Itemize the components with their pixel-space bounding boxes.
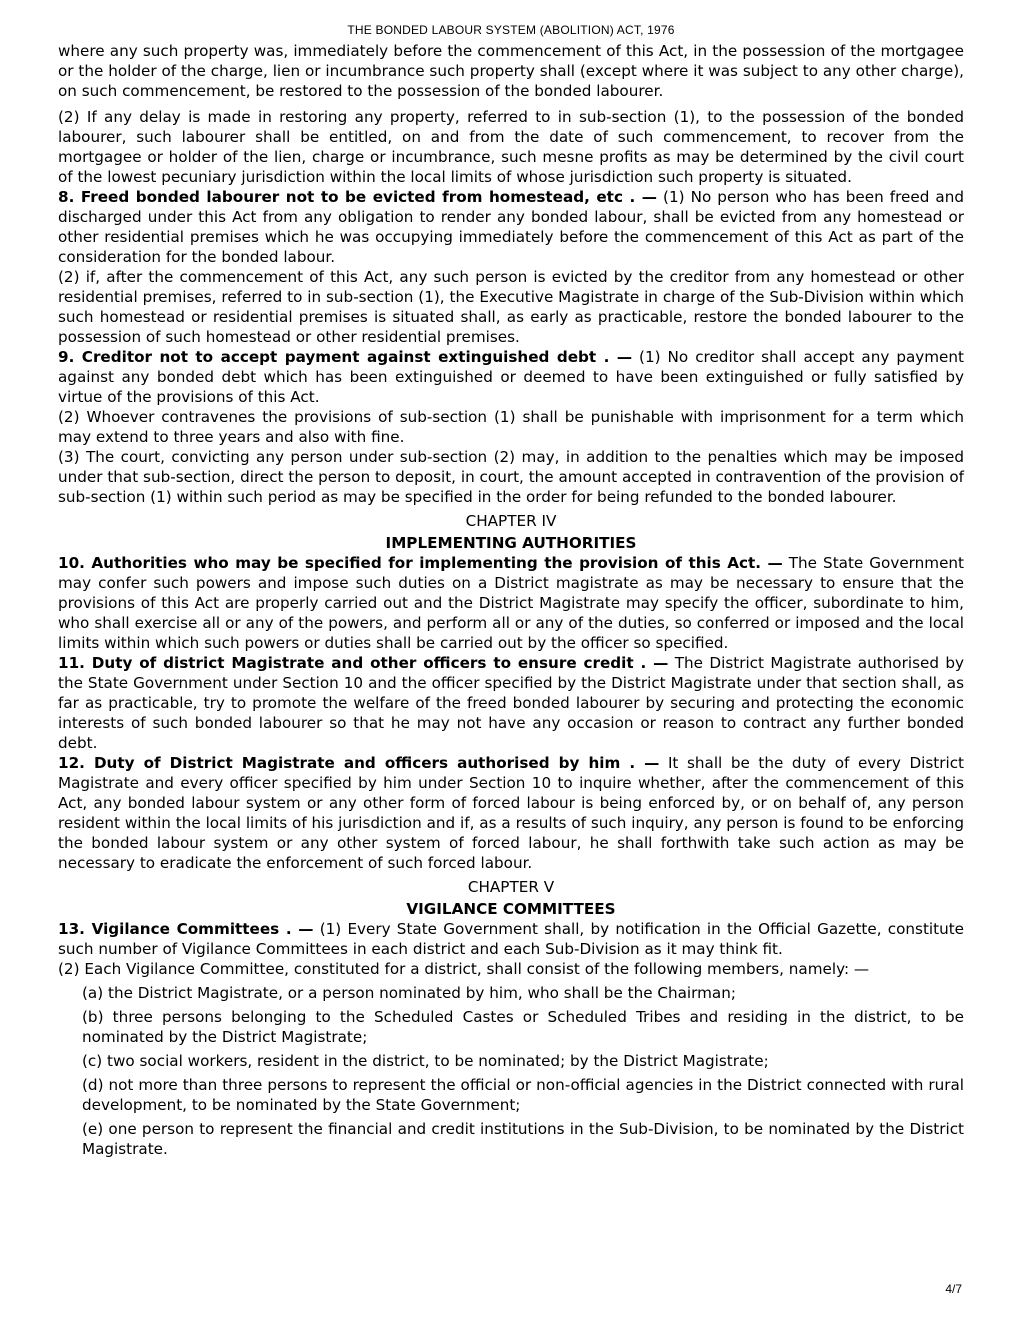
list-item-b: (b) three persons belonging to the Scheduled Castes or Scheduled Tribes and residing in the district, to be nominated by the District Magistrate; (82, 1008, 964, 1046)
page-number: 4/7 (945, 1282, 962, 1296)
list-item-a: (a) the District Magistrate, or a person nominated by him, who shall be the Chairman; (82, 984, 736, 1002)
section-13-subsection-2: (2) Each Vigilance Committee, constituted for a district, shall consist of the following members, namely: — (58, 960, 870, 978)
list-item-c: (c) two social workers, resident in the district, to be nominated; by the District Magistrate; (82, 1052, 769, 1070)
list-item-e: (e) one person to represent the financial and credit institutions in the Sub-Division, to be nominated by the District Magistrate. (82, 1120, 964, 1158)
section-13 (58, 919, 964, 959)
section-8-text: (1) No person who has been freed and discharged under this Act from any obligation to render any bonded labour, shall be evicted from any homestead or other residential premises which he was occupying immediately before the commencement of this Act as part of the consideration for the bonded labour. (58, 188, 964, 266)
chapter-5-label: CHAPTER V (467, 878, 555, 896)
section-12-text: It shall be the duty of every District Magistrate and every officer specified by him under Section 10 to inquire whether, after the commencement of this Act, any bonded labour system or any other form of forced labour is being enforced by, or on behalf of, any person resident within the local limits of his jurisdiction and if, as a results of such inquiry, any person is found to be enforcing the bonded labour system or any other system of forced labour, he shall forthwith take such action as may be necessary to eradicate the enforcement of such forced labour. (58, 754, 964, 872)
chapter-5-title: VIGILANCE COMMITTEES (406, 900, 616, 918)
section-7-subsection-2: (2) If any delay is made in restoring any property, referred to in sub-section (1), to the possession of the bonded labourer, such labourer shall be entitled, on and from the date of such commencement, to recover from the mortgagee or holder of the lien, charge or incumbrance, such mesne profits as may be determined by the civil court of the lowest pecuniary jurisdiction within the local limits of whose jurisdiction such property is situated. (58, 108, 964, 186)
section-9-text: (1) No creditor shall accept any payment against any bonded debt which has been extinguished or deemed to have been extinguished or fully satisfied by virtue of the provisions of this Act. (58, 348, 964, 406)
section-8-subsection-2: (2) if, after the commencement of this Act, any such person is evicted by the creditor from any homestead or other residential premises, referred to in sub-section (1), the Executive Magistrate in charge of the Sub-Division within which such homestead or residential premises is situated shall, as early as practicable, restore the bonded labourer to the possession of such homestead or other residential premises. (58, 268, 964, 346)
list-item-d: (d) not more than three persons to represent the official or non-official agencies in the District connected with rural development, to be nominated by the State Government; (82, 1076, 964, 1114)
section-11-text: The District Magistrate authorised by the State Government under Section 10 and the officer specified by the District Magistrate under that section shall, as far as practicable, try to promote the welfare of the freed bonded labourer by securing and protecting the economic interests of such bonded labourer so that he may not have any occasion or reason to contract any further bonded debt. (58, 654, 965, 752)
section-13-heading: 13. Vigilance Committees . — (58, 920, 314, 938)
section-12-heading: 12. Duty of District Magistrate and officers authorised by him . — (58, 754, 660, 772)
section-11 (58, 653, 964, 753)
section-9 (58, 347, 964, 407)
chapter-4-label: CHAPTER IV (465, 512, 557, 530)
paragraph-intro: where any such property was, immediately before the commencement of this Act, in the possession of the mortgagee or the holder of the charge, lien or incumbrance such property shall (except where it was subject to any other charge), on such commencement, be restored to the possession of the bonded labourer. (58, 42, 964, 100)
section-9-subsection-2: (2) Whoever contravenes the provisions of sub-section (1) shall be punishable with imprisonment for a term which may extend to three years and also with fine. (58, 408, 964, 446)
section-11-heading: 11. Duty of district Magistrate and other officers to ensure credit . — (58, 654, 669, 672)
section-9-subsection-3: (3) The court, convicting any person under sub-section (2) may, in addition to the penalties which may be imposed under that sub-section, direct the person to deposit, in court, the amount accepted in contravention of the provision of sub-section (1) within such period as may be specified in the order for being refunded to the bonded labourer. (58, 448, 964, 506)
document-page (58, 22, 964, 1159)
running-header: THE BONDED LABOUR SYSTEM (ABOLITION) ACT, 1976 (347, 23, 675, 37)
section-12 (58, 753, 964, 873)
section-10 (58, 553, 964, 653)
section-10-text: The State Government may confer such powers and impose such duties on a District magistrate as may be necessary to ensure that the provisions of this Act are properly carried out and the District Magistrate may specify the officer, subordinate to him, who shall exercise all or any of the powers, and perform all or any of the duties, so conferred or imposed and the local limits within which such powers or duties shall be carried out by the officer so specified. (58, 554, 964, 652)
section-9-heading: 9. Creditor not to accept payment against extinguished debt . — (58, 348, 633, 366)
chapter-4-title: IMPLEMENTING AUTHORITIES (385, 534, 637, 552)
section-13-text: (1) Every State Government shall, by notification in the Official Gazette, constitute such number of Vigilance Committees in each district and each Sub-Division as it may think fit. (58, 920, 964, 958)
section-8 (58, 187, 964, 267)
section-8-heading: 8. Freed bonded labourer not to be evicted from homestead, etc . — (58, 188, 657, 206)
section-10-heading: 10. Authorities who may be specified for implementing the provision of this Act. — (58, 554, 783, 572)
